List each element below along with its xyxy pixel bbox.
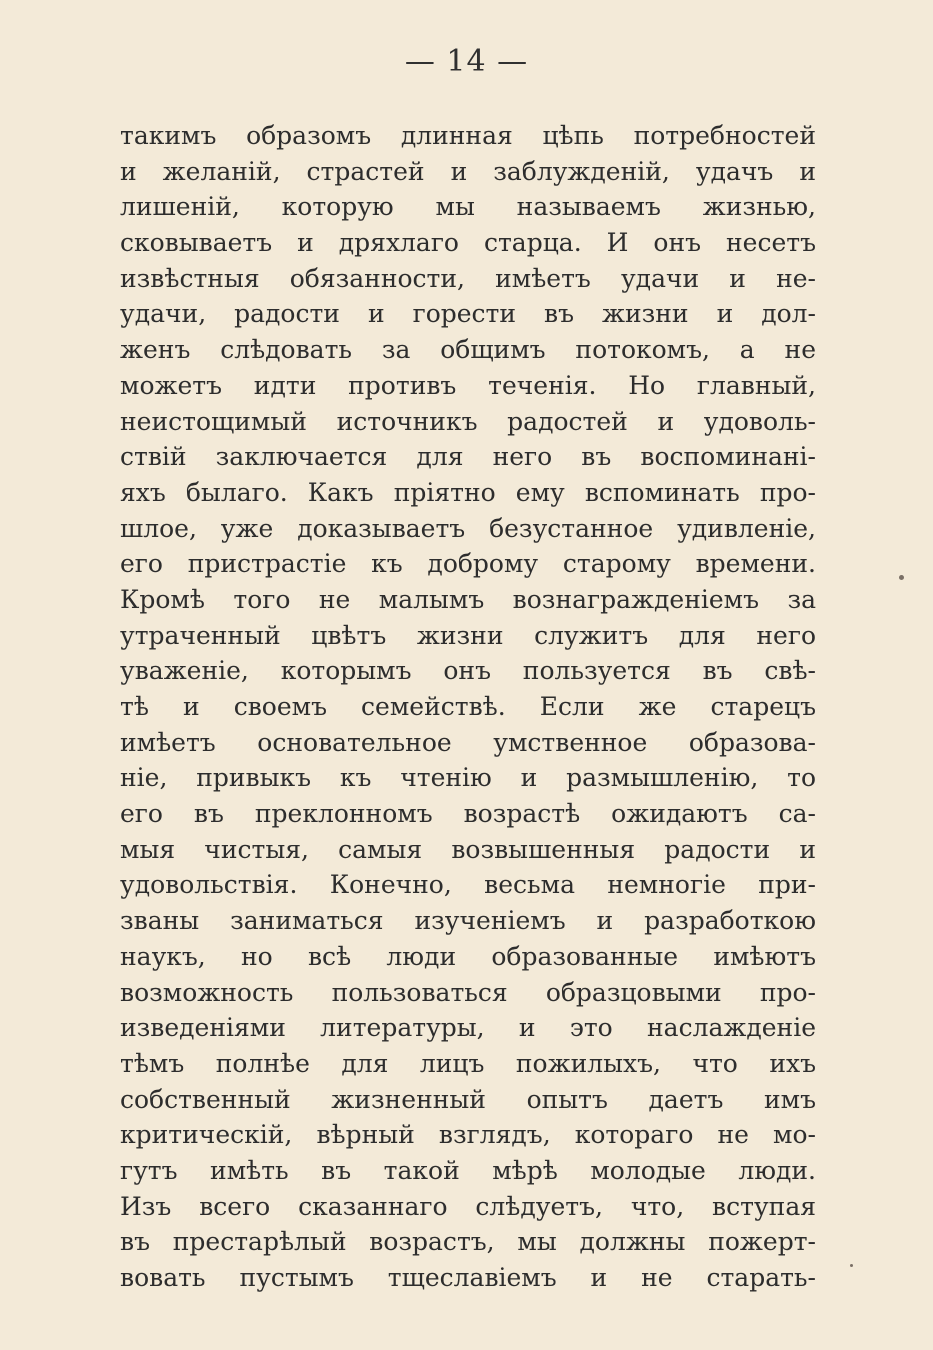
text-line: имѣетъ основательное умственное образова- bbox=[120, 727, 816, 757]
body-text bbox=[120, 118, 816, 1296]
text-line: собственный жизненный опытъ даетъ имъ bbox=[120, 1084, 816, 1114]
text-line: его пристрастіе къ доброму старому времени. bbox=[120, 549, 816, 579]
text-line: удачи, радости и горести въ жизни и дол- bbox=[120, 299, 816, 329]
text-line: извѣстныя обязанности, имѣетъ удачи и не- bbox=[120, 263, 816, 293]
text-line: женъ слѣдовать за общимъ потокомъ, а не bbox=[120, 335, 816, 365]
text-line: возможность пользоваться образцовыми про- bbox=[120, 977, 816, 1007]
text-line: его въ преклонномъ возрастѣ ожидаютъ са- bbox=[120, 799, 816, 829]
text-line: гутъ имѣть въ такой мѣрѣ молодые люди. bbox=[120, 1155, 816, 1185]
text-line: въ престарѣлый возрастъ, мы должны пожерт- bbox=[120, 1227, 816, 1257]
page-number-header: — 14 — bbox=[404, 44, 529, 79]
text-line: удовольствія. Конечно, весьма немногіе при- bbox=[120, 870, 816, 900]
text-line: ствій заключается для него въ воспоминані- bbox=[120, 442, 816, 472]
text-line: уваженіе, которымъ онъ пользуется въ свѣ- bbox=[120, 656, 816, 686]
text-line: ніе, привыкъ къ чтенію и размышленію, то bbox=[120, 763, 816, 793]
text-line: и желаній, страстей и заблужденій, удачъ и bbox=[120, 156, 816, 186]
text-line: утраченный цвѣтъ жизни служитъ для него bbox=[120, 620, 816, 650]
text-line: такимъ образомъ длинная цѣпь потребностей bbox=[120, 121, 816, 150]
text-line: лишеній, которую мы называемъ жизнью, bbox=[120, 192, 816, 222]
text-line: тѣмъ полнѣе для лицъ пожилыхъ, что ихъ bbox=[120, 1048, 816, 1078]
text-line: можетъ идти противъ теченія. Но главный, bbox=[120, 370, 816, 400]
paper-speck bbox=[899, 575, 904, 580]
text-line: вовать пустымъ тщеславіемъ и не старать- bbox=[120, 1263, 816, 1292]
text-line: яхъ былаго. Какъ пріятно ему вспоминать про- bbox=[120, 477, 816, 507]
text-line: наукъ, но всѣ люди образованные имѣютъ bbox=[120, 941, 816, 971]
text-line: критическій, вѣрный взглядъ, котораго не мо- bbox=[120, 1120, 816, 1150]
text-line: Изъ всего сказаннаго слѣдуетъ, что, вступая bbox=[120, 1191, 816, 1221]
text-line: изведеніями литературы, и это наслажденіе bbox=[120, 1013, 816, 1043]
text-line: сковываетъ и дряхлаго старца. И онъ несетъ bbox=[120, 228, 816, 258]
text-line: неистощимый источникъ радостей и удоволь- bbox=[120, 406, 816, 436]
text-line: тѣ и своемъ семействѣ. Если же старецъ bbox=[120, 692, 816, 721]
paper-speck bbox=[850, 1264, 853, 1267]
text-line: мыя чистыя, самыя возвышенныя радости и bbox=[120, 834, 816, 864]
text-line: званы заниматься изученіемъ и разработкою bbox=[120, 906, 816, 936]
text-line: шлое, уже доказываетъ безустанное удивленіе, bbox=[120, 513, 816, 543]
text-line: Кромѣ того не малымъ вознагражденіемъ за bbox=[120, 584, 816, 614]
